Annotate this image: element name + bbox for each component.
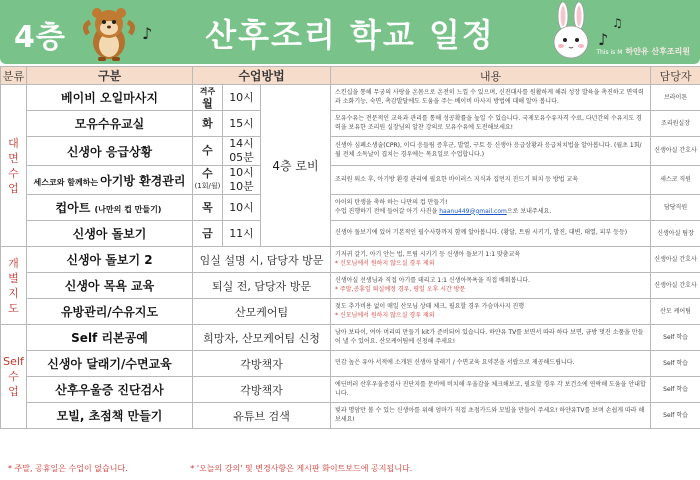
class-desc: 빛과 명암만 볼 수 있는 신생아를 위해 엄마가 직접 초점카드와 모빌을 만들어 주세요! 하얀유TV를 보며 손쉽게 따라 해보세요! <box>331 403 651 429</box>
desc-note: * 주말,공휴일 퇴실예정 경우, 평일 오후 시간 방문 <box>335 285 466 293</box>
col-content: 내용 <box>331 67 651 85</box>
class-name: 신생아 돌보기 <box>27 221 193 247</box>
time-line-2: 05분 <box>229 151 254 164</box>
category-self: Self수업 <box>1 325 27 429</box>
class-name: 모유수유교실 <box>27 111 193 137</box>
header-banner <box>0 0 700 64</box>
class-name: 유방관리/수유지도 <box>27 299 193 325</box>
class-method: 희망자, 산모케어팀 신청 <box>193 325 331 351</box>
class-name-prefix: 세스코와 함께하는 <box>33 177 99 187</box>
music-note-icon-3: ♫ <box>612 16 623 30</box>
class-method: 유튜브 검색 <box>193 403 331 429</box>
col-method: 수업방법 <box>193 67 331 85</box>
desc-line-1: 신생아실 선생님과 직접 아기를 데리고 1:1 신생아목욕을 직접 배워봅니다. <box>335 276 530 284</box>
class-name: 신생아 응급상황 <box>27 137 193 166</box>
class-day <box>193 166 223 195</box>
class-manager: 산모 케어팀 <box>651 299 700 325</box>
table-row <box>1 137 700 166</box>
class-room: 4층 로비 <box>261 85 331 247</box>
class-name-main: 아기방 환경관리 <box>100 173 186 188</box>
desc-line-1: 아이의 탄생을 축하 하는 나만의 컵 만들기! <box>335 198 448 206</box>
class-manager: 담당직원 <box>651 195 700 221</box>
music-note-icon: ♪ <box>142 24 153 43</box>
schedule-table <box>0 66 700 429</box>
footer-notes <box>8 463 472 474</box>
table-row <box>1 247 700 273</box>
class-manager: 신생아실 간호사 <box>651 137 700 166</box>
desc-line-2: 수업 진행하기 전에 들어갈 아기 사진을 <box>335 207 438 215</box>
class-manager: 세스코 직원 <box>651 166 700 195</box>
page-title: 산후조리 학교 일정 <box>205 16 495 54</box>
email-link[interactable]: haanu449@gmail.com <box>439 207 507 215</box>
table-row <box>1 195 700 221</box>
footer-note-2: * '오늘의 강의' 및 변경사항은 게시판 화이트보드에 공지됩니다. <box>190 464 413 473</box>
brand-logo <box>596 46 690 57</box>
rabbit-mascot-icon <box>546 2 596 64</box>
class-name: 신생아 돌보기 2 <box>27 247 193 273</box>
time-line-1: 10시 <box>229 166 254 179</box>
class-time: 10시 <box>223 195 261 221</box>
class-manager: Self 학습 <box>651 351 700 377</box>
table-row <box>1 403 700 429</box>
squirrel-mascot-icon <box>78 4 140 62</box>
class-desc: 남아 보타이, 여아 머리띠 만들기 kit가 준비되어 있습니다. 하얀유 TV를 보면서 따라 하다 보면, 금방 멋진 소품을 만들어 낼 수 있어요. 산모케어팀에 신청해 주세요! <box>331 325 651 351</box>
class-desc <box>331 299 651 325</box>
category-individual: 개별지도 <box>1 247 27 325</box>
class-method: 산모케어팀 <box>193 299 331 325</box>
col-category: 분류 <box>1 67 27 85</box>
desc-note: * 신모님에서 원하지 않으실 경우 제외 <box>335 311 435 319</box>
table-row <box>1 166 700 195</box>
class-desc <box>331 273 651 299</box>
footer-note-1: * 주말, 공휴일은 수업이 없습니다. <box>8 464 128 473</box>
class-day <box>193 85 223 111</box>
day-note: 격주 <box>199 86 216 96</box>
class-name: 신생아 달래기/수면교육 <box>27 351 193 377</box>
class-manager: Self 학습 <box>651 403 700 429</box>
class-time: 11시 <box>223 221 261 247</box>
time-line-2: 10분 <box>229 180 254 193</box>
class-desc: 조리원 퇴소 후, 아기방 환경 관리에 필요한 바이러스 지식과 집먼지 진드기 퇴치 등 방법 교육 <box>331 166 651 195</box>
class-name <box>27 166 193 195</box>
class-time: 15시 <box>223 111 261 137</box>
class-method: 각방책자 <box>193 351 331 377</box>
category-face: 대면수업 <box>1 85 27 247</box>
class-day: 수 <box>193 137 223 166</box>
brand-name: 하얀유 산후조리원 <box>625 47 690 56</box>
desc-note: * 신모님에서 원하지 않으실 경우 제외 <box>335 259 435 267</box>
class-manager: 조리원실장 <box>651 111 700 137</box>
class-manager: 신생아실 간호사 <box>651 247 700 273</box>
class-desc: 에딘버러 산후우울증검사 진단지를 문비에 비치해 우울감을 체크해보고, 필요할 경우 각 보건소에 연락해 도움을 안내합니다. <box>331 377 651 403</box>
table-row <box>1 377 700 403</box>
col-class: 구분 <box>27 67 193 85</box>
class-desc: 스킨십을 통해 무궁의 사랑을 온몸으로 온전히 느낄 수 있으며, 신진대사를 원활하게 해줘 성장 발육을 촉진하고 면역력과 소화기능, 숙면, 촉감발달에도 도움을 주는 베이비 마사지 방법에 대해 알아 봅니다. <box>331 85 651 111</box>
music-note-icon-2: ♪ <box>598 30 609 49</box>
class-desc: 신생아 심폐소생술(CPR), 이디 응들림 증후군, 발열, 구토 등 신생아 응급상황과 응급처치법을 알아봅니다. (월초 1회/월 전체 소독날이 겹치는 경우에는 목요일로 수업합니다.) <box>331 137 651 166</box>
time-line-1: 14시 <box>229 137 254 150</box>
class-name <box>27 195 193 221</box>
brand-small: This is M <box>596 49 623 56</box>
class-manager: Self 학습 <box>651 377 700 403</box>
class-day: 목 <box>193 195 223 221</box>
class-name-suffix: (나만의 컵 만들기) <box>94 205 162 214</box>
table-row <box>1 325 700 351</box>
day-value: 수 <box>202 167 213 180</box>
table-row <box>1 85 700 111</box>
class-desc: 민감 높은 유아 서적에 소개된 신생아 달래기 / 수면교육 요약본을 서랍으로 제공해드립니다. <box>331 351 651 377</box>
table-row <box>1 111 700 137</box>
class-desc <box>331 247 651 273</box>
class-desc: 모유수유는 전문적인 교육과 관리를 통해 성공확률을 높일 수 있습니다. 국제모유수유자격 수료, 다년간의 수유지도 경력을 보유한 조리원 실장님의 알찬 강의로 모유수유에 도전해보세요! <box>331 111 651 137</box>
class-time <box>223 137 261 166</box>
class-name: 신생아 목욕 교육 <box>27 273 193 299</box>
class-manager: 신생아실 팀장 <box>651 221 700 247</box>
table-row <box>1 273 700 299</box>
class-name-main: 컵아트 <box>55 201 91 215</box>
class-day: 금 <box>193 221 223 247</box>
class-time: 10시 <box>223 85 261 111</box>
class-time <box>223 166 261 195</box>
class-method: 임실 설명 시, 담당자 방문 <box>193 247 331 273</box>
table-row <box>1 299 700 325</box>
desc-line-3: 으로 보내주세요. <box>506 207 552 215</box>
floor-label: 4층 <box>14 20 66 55</box>
class-manager: Self 학습 <box>651 325 700 351</box>
class-method: 각방책자 <box>193 377 331 403</box>
table-row <box>1 351 700 377</box>
class-day: 화 <box>193 111 223 137</box>
class-name: 베이비 오일마사지 <box>27 85 193 111</box>
class-desc <box>331 195 651 221</box>
class-name: Self 리본공예 <box>27 325 193 351</box>
desc-line-1: 젖도 추가비용 없이 매일 산모님 상태 체크, 필요할 경우 가슴마사지 진행 <box>335 302 525 310</box>
day-note: (1회/월) <box>194 182 221 190</box>
class-method: 퇴실 전, 담당자 방문 <box>193 273 331 299</box>
table-row <box>1 221 700 247</box>
class-name: 모빌, 초점책 만들기 <box>27 403 193 429</box>
day-value: 월 <box>202 96 213 110</box>
class-desc: 신생아 돌보기에 있어 기본적인 필수사항까지 함께 알아봅니다. (황달, 트림 시키기, 발진, 대변, 태열, 피부 등등) <box>331 221 651 247</box>
class-name: 산후우울증 진단검사 <box>27 377 193 403</box>
class-manager: 브라이튼 <box>651 85 700 111</box>
table-header-row <box>1 67 700 85</box>
class-manager: 신생아실 간호사 <box>651 273 700 299</box>
desc-line-1: 기저귀 갈기, 아기 안는 법, 트림 시키기 등 신생아 돌보기 1:1 맞춤교육 <box>335 250 521 258</box>
col-manager: 담당자 <box>651 67 700 85</box>
